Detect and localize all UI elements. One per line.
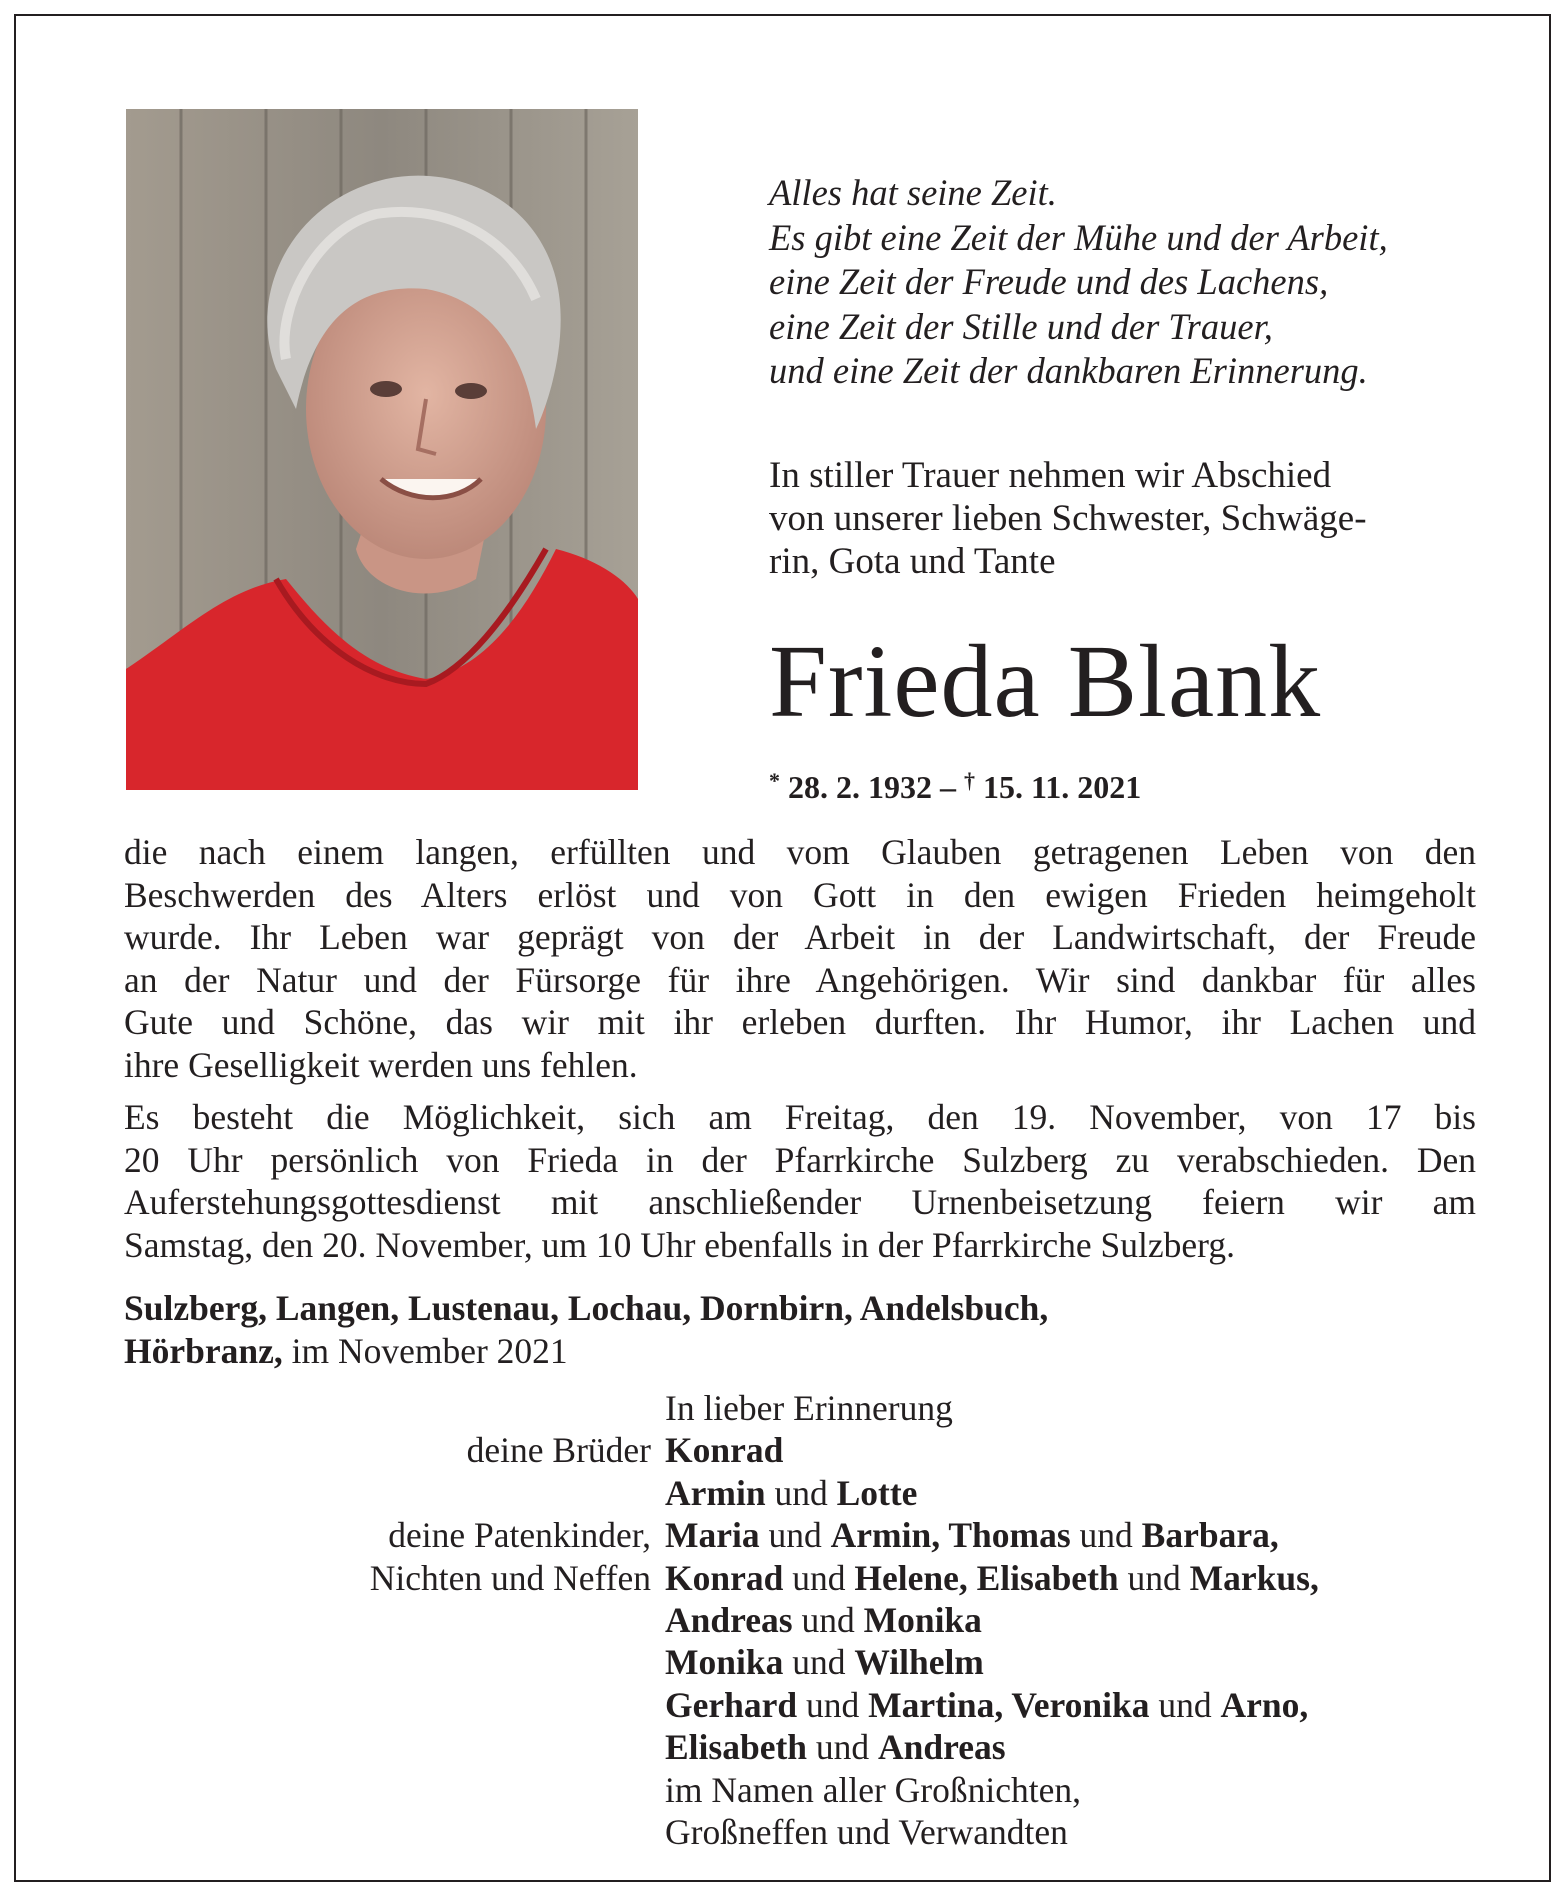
- paragraph-line: Gute und Schöne, das wir mit ihr erleben durften. Ihr Humor, ihr Lachen und: [124, 1002, 1476, 1042]
- signature-names: [665, 1599, 982, 1641]
- portrait-photo: [126, 109, 638, 790]
- signature-names: [665, 1811, 1068, 1853]
- signatory-name: Gerhard: [665, 1684, 798, 1725]
- signature-names: [665, 1769, 1081, 1811]
- signature-row: [16, 1811, 1567, 1853]
- poem-line: Es gibt eine Zeit der Mühe und der Arbeit,: [769, 216, 1388, 258]
- signatory-name: Wilhelm: [854, 1642, 984, 1683]
- signatory-name: Armin: [665, 1472, 766, 1513]
- signatory-name: Konrad: [665, 1557, 784, 1598]
- places-line: Sulzberg, Langen, Lustenau, Lochau, Dornbirn, Andelsbuch,: [124, 1288, 1049, 1328]
- life-dates: [769, 761, 1141, 807]
- signatures: [16, 1387, 1567, 1853]
- signatory-name: Monika: [863, 1599, 982, 1640]
- signature-row: [16, 1769, 1567, 1811]
- death-cross-symbol: †: [964, 768, 975, 793]
- signature-names: [665, 1514, 1279, 1556]
- signatory-name: Helene, Elisabeth: [854, 1557, 1119, 1598]
- signature-connector: und: [1149, 1684, 1221, 1725]
- paragraph-line: ihre Geselligkeit werden uns fehlen.: [124, 1044, 638, 1085]
- birth-symbol: *: [769, 768, 780, 793]
- obituary-frame: [14, 14, 1551, 1882]
- signatory-name: Monika: [665, 1642, 784, 1683]
- signatory-name: Elisabeth: [665, 1727, 808, 1768]
- signature-row: [16, 1429, 1567, 1471]
- signatory-name: Armin, Thomas: [830, 1515, 1071, 1556]
- signatory-name: Barbara,: [1141, 1515, 1279, 1556]
- birth-date: 28. 2. 1932: [788, 769, 932, 805]
- poem-line: und eine Zeit der dankbaren Erinnerung.: [769, 350, 1368, 391]
- paragraph-line: Beschwerden des Alters erlöst und von Gott in den ewigen Frieden heimgeholt: [124, 874, 1476, 915]
- paragraph-line: an der Natur und der Fürsorge für ihre Angehörigen. Wir sind dankbar für alles: [124, 959, 1476, 1000]
- mourning-intro: [769, 454, 1459, 583]
- signature-connector: im Namen aller Großnichten,: [665, 1769, 1081, 1810]
- signature-relation-label: deine Brüder: [466, 1430, 651, 1471]
- portrait-illustration: [126, 109, 638, 790]
- signatory-name: Martina, Veronika: [868, 1684, 1150, 1725]
- signature-rows: [16, 1429, 1567, 1853]
- paragraph-line: wurde. Ihr Leben war geprägt von der Arbeit in der Landwirtschaft, der Freude: [124, 917, 1476, 957]
- signatory-name: Maria: [665, 1515, 760, 1556]
- signature-names: [665, 1557, 1319, 1599]
- signature-connector: Großneffen und Verwandten: [665, 1811, 1068, 1852]
- deceased-name: Frieda Blank: [769, 624, 1322, 739]
- places-line: [124, 1330, 1424, 1373]
- signatory-name: Markus,: [1189, 1557, 1319, 1598]
- signature-relation-label: Nichten und Neffen: [369, 1557, 651, 1598]
- paragraph-line: Es besteht die Möglichkeit, sich am Freitag, den 19. November, von 17 bis: [124, 1097, 1476, 1137]
- signature-relation-label: deine Patenkinder,: [388, 1515, 651, 1556]
- signature-connector: und: [1118, 1557, 1190, 1598]
- poem-line: eine Zeit der Freude und des Lachens,: [769, 261, 1329, 302]
- paragraph-line: die nach einem langen, erfüllten und vom Glauben getragenen Leben von den: [124, 832, 1476, 872]
- paragraph-line: Samstag, den 20. November, um 10 Uhr ebenfalls in der Pfarrkirche Sulzberg.: [124, 1224, 1235, 1265]
- signature-row: [16, 1557, 1567, 1599]
- signature-connector: und: [783, 1642, 855, 1683]
- poem-line: Alles hat seine Zeit.: [769, 172, 1057, 213]
- date-dash: –: [940, 769, 956, 805]
- signature-connector: und: [759, 1515, 831, 1556]
- places-last-place: Hörbranz,: [124, 1331, 283, 1371]
- signature-connector: und: [797, 1684, 869, 1725]
- signature-row: [16, 1514, 1567, 1556]
- signature-names: [665, 1472, 917, 1514]
- poem-line: eine Zeit der Stille und der Trauer,: [769, 305, 1273, 347]
- signature-connector: und: [792, 1599, 864, 1640]
- signature-row: [16, 1726, 1567, 1768]
- places-and-date: [124, 1287, 1424, 1373]
- paragraph-funeral: [124, 1096, 1476, 1266]
- intro-line: rin, Gota und Tante: [769, 541, 1056, 582]
- paragraph-line: 20 Uhr persönlich von Frieda in der Pfarrkirche Sulzberg zu verabschieden. Den: [124, 1139, 1476, 1180]
- signature-row: [16, 1641, 1567, 1683]
- signature-row: [16, 1684, 1567, 1726]
- intro-line: In stiller Trauer nehmen wir Abschied: [769, 455, 1332, 496]
- signatory-name: Arno,: [1220, 1684, 1309, 1725]
- signature-names: [665, 1641, 984, 1683]
- intro-line: von unserer lieben Schwester, Schwäge-: [769, 498, 1367, 539]
- signature-row: [16, 1472, 1567, 1514]
- signature-row: [16, 1599, 1567, 1641]
- signatory-name: Andreas: [878, 1727, 1006, 1768]
- death-date: 15. 11. 2021: [983, 769, 1142, 805]
- paragraph-life: [124, 831, 1476, 1086]
- signatory-name: Lotte: [836, 1472, 918, 1513]
- signature-names: [665, 1726, 1006, 1768]
- date-of-notice: im November 2021: [282, 1331, 568, 1371]
- poem: [769, 171, 1469, 394]
- signature-names: [665, 1429, 783, 1471]
- signature-names: [665, 1684, 1308, 1726]
- signature-connector: und: [783, 1557, 855, 1598]
- signature-connector: und: [807, 1727, 879, 1768]
- signatory-name: Andreas: [665, 1599, 793, 1640]
- paragraph-line: Auferstehungsgottesdienst mit anschließender Urnenbeisetzung feiern wir am: [124, 1182, 1476, 1222]
- signature-heading: In lieber Erinnerung: [665, 1388, 953, 1428]
- signatory-name: Konrad: [665, 1430, 784, 1471]
- signature-heading-row: [16, 1387, 1567, 1429]
- signature-connector: und: [1070, 1515, 1142, 1556]
- signature-connector: und: [765, 1472, 837, 1513]
